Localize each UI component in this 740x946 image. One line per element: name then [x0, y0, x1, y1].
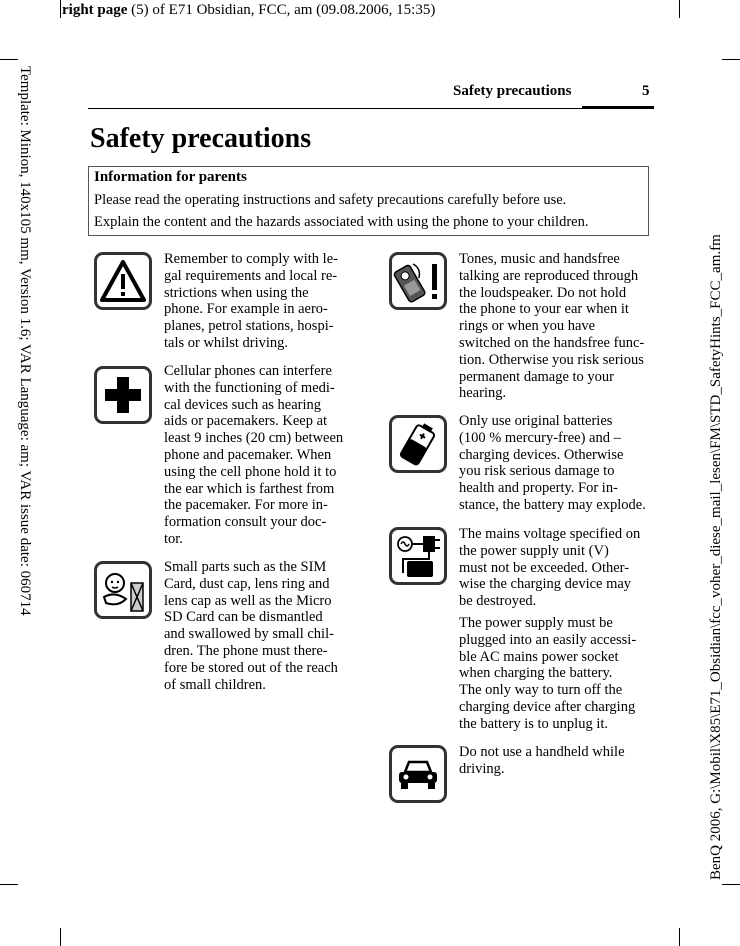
crop-mark: [679, 928, 680, 946]
car-icon: [389, 745, 447, 803]
slug-top-rest: (5) of E71 Obsidian, FCC, am (09.08.2006, 15:35): [127, 2, 436, 18]
crop-mark: [60, 0, 61, 18]
info-box-line: Explain the content and the hazards associated with using the phone to your children.: [94, 214, 589, 230]
slug-right-vertical: BenQ 2006, G:\Mobil\X85\E71_Obsidian\fcc_voher_diese_mail_lesen\FM\STD_SafetyHints_FCC_am.fm: [708, 234, 724, 880]
medical-cross-icon: [94, 366, 152, 424]
header-rule: [88, 108, 582, 109]
slug-top: [62, 2, 435, 19]
header-rule-thick: [582, 106, 654, 109]
safety-text: Cellular phones can interfere with the functioning of medi- cal devices such as hearing aids or pacemakers. Keep at least 9 inches (20 cm) between phone and pacemaker. When using the cell phone hold it to the ear which is farthest from the pacemaker. For more in- formation consult your doc- tor.: [164, 363, 344, 547]
safety-text: Tones, music and handsfree talking are reproduced through the loudspeaker. Do not hold the phone to your ear when it rings or when you have switched on the handsfree func- tion. Otherwise you risk serious permanent damage to your hearing.: [459, 251, 645, 402]
warning-triangle-icon: [94, 252, 152, 310]
safety-text: Only use original batteries (100 % mercury-free) and – charging devices. Otherwise you risk serious damage to health and property. For in- stance, the battery may explode.: [459, 413, 646, 513]
safety-text: The mains voltage specified on the power supply unit (V) must not be exceeded. Other- wise the charging device may be destroyed.: [459, 526, 641, 610]
safety-text: Do not use a handheld while driving.: [459, 744, 625, 777]
slug-top-bold: right page: [62, 2, 128, 18]
safety-text: Remember to comply with le- gal requirements and local re- strictions when using the phone. For example in aero- planes, petrol stations, hospi- tals or whilst driving.: [164, 251, 338, 351]
info-box-title: Information for parents: [94, 169, 247, 185]
running-title: Safety precautions: [453, 83, 572, 99]
crop-mark: [60, 928, 61, 946]
page-number: 5: [642, 83, 650, 99]
crop-mark: [679, 0, 680, 18]
safety-text: The power supply must be plugged into an easily accessi- ble AC mains power socket when charging the battery. The only way to turn off the charging device after charging the battery is to unplug it.: [459, 615, 637, 732]
safety-text: Small parts such as the SIM Card, dust cap, lens ring and lens cap as well as the Micro SD Card can be dismantled and swallowed by small chil- dren. The phone must there- fore be stored out of the reach of small children.: [164, 559, 338, 693]
crop-mark: [722, 59, 740, 60]
crop-mark: [722, 884, 740, 885]
battery-icon: [389, 415, 447, 473]
crop-mark: [0, 59, 18, 60]
info-box: [88, 166, 649, 236]
slug-left-vertical: Template: Minion, 140x105 mm, Version 1.6; VAR Language: am; VAR issue date: 060714: [17, 66, 33, 616]
baby-small-parts-icon: [94, 561, 152, 619]
info-box-line: Please read the operating instructions and safety precautions carefully before use.: [94, 192, 567, 208]
page-title: Safety precautions: [90, 123, 312, 154]
power-supply-icon: [389, 527, 447, 585]
loudspeaker-warning-icon: [389, 252, 447, 310]
